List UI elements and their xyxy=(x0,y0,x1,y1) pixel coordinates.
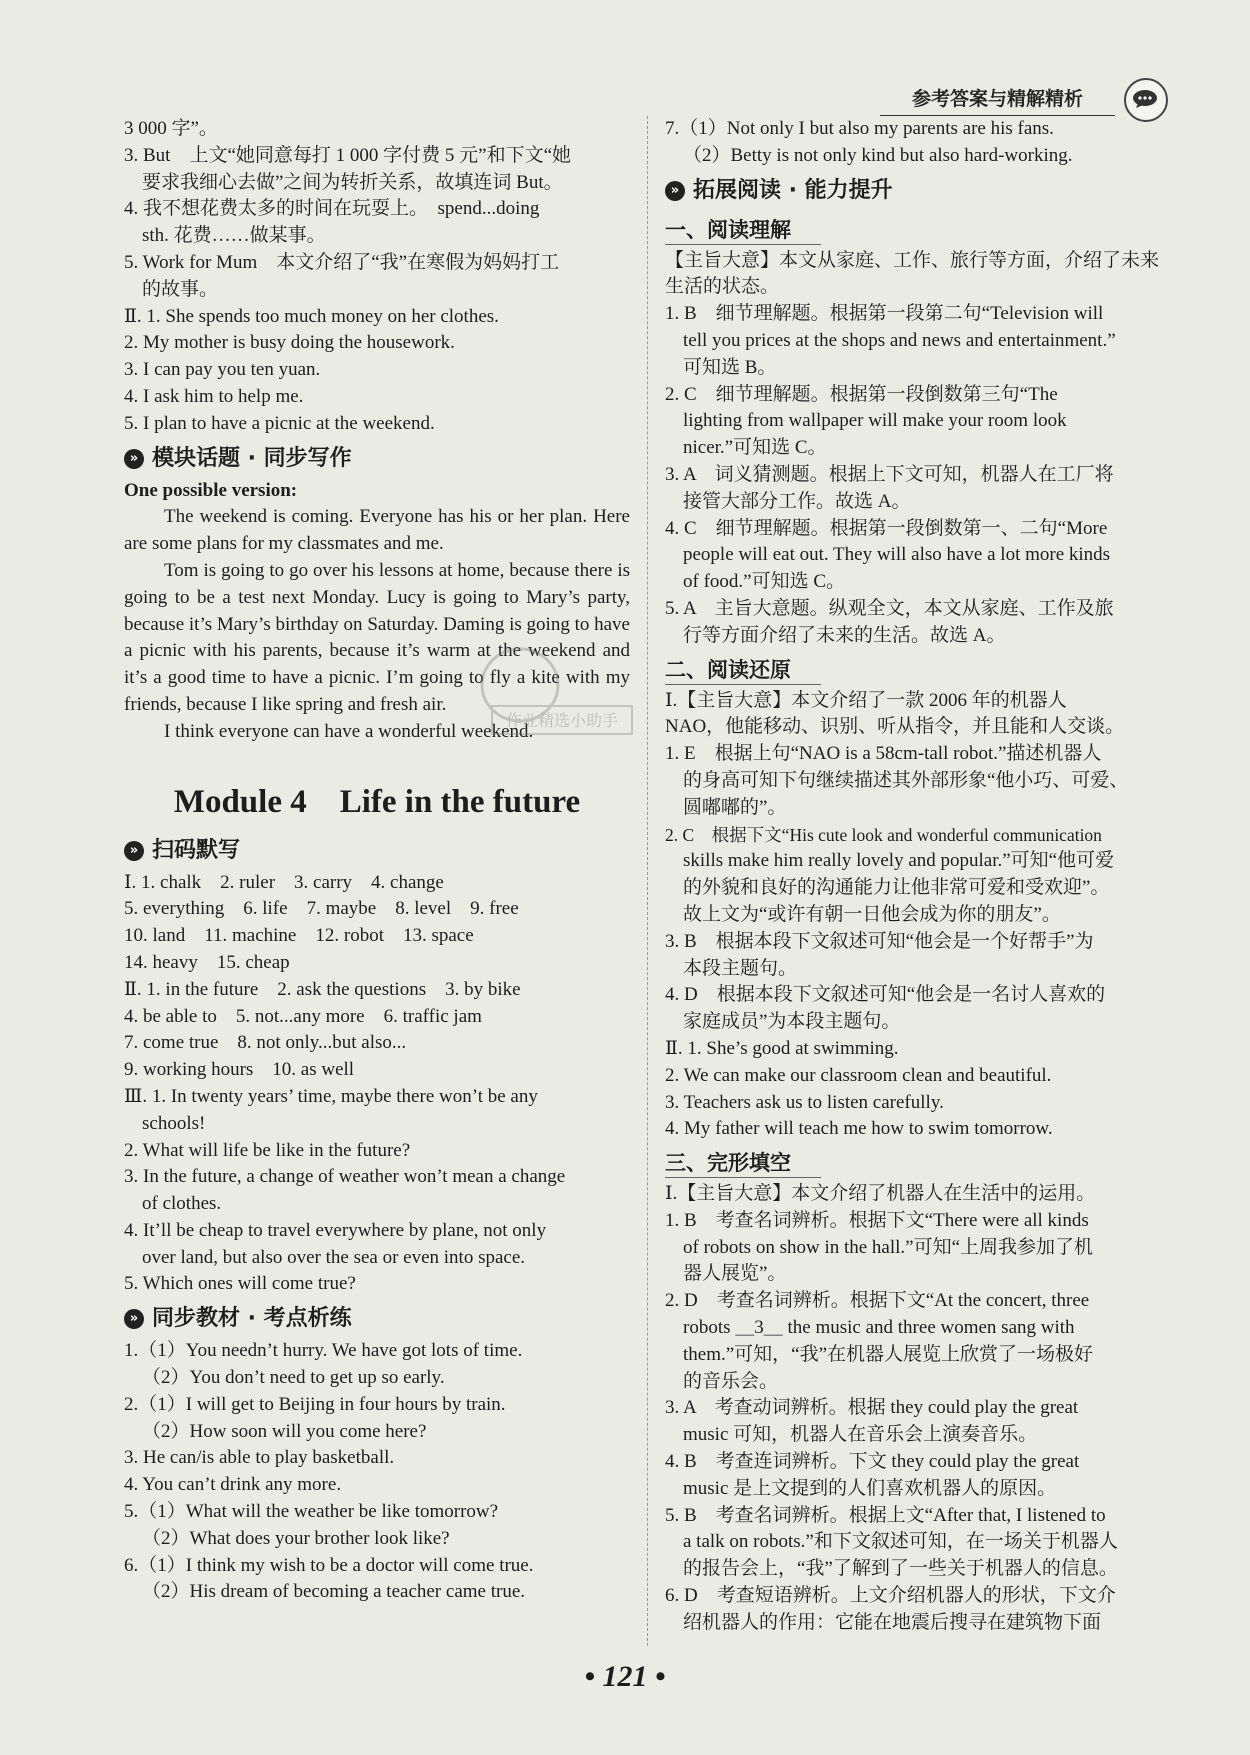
subsection-heading-reading: 一、阅读理解 xyxy=(665,216,821,245)
answer-line: 2. D 考查名词辨析。根据下文“At the concert, three xyxy=(665,1290,1090,1312)
answer-line: （2）Betty is not only kind but also hard-working. xyxy=(683,144,1073,166)
answer-line: 5. A 主旨大意题。纵观全文，本文从家庭、工作及旅 xyxy=(665,597,1114,619)
answer-line: skills make him really lovely and popular.”可知“他可爱 xyxy=(683,850,1115,872)
answer-line: Ⅰ. 1. chalk 2. ruler 3. carry 4. change xyxy=(124,871,444,893)
answer-line: 1. E 根据上句“NAO is a 58cm-tall robot.”描述机器人 xyxy=(665,743,1102,765)
answer-line: （2）How soon will you come here? xyxy=(142,1420,427,1442)
answer-line: 要求我细心去做”之间为转折关系，故填连词 But。 xyxy=(142,171,563,193)
answer-line: 2. My mother is busy doing the housework. xyxy=(124,332,455,354)
chevron-right-icon: » xyxy=(124,1309,144,1329)
watermark-stamp-icon xyxy=(470,640,640,750)
answer-line: 的故事。 xyxy=(142,278,219,300)
answer-line: over land, but also over the sea or even into space. xyxy=(142,1246,526,1268)
section-heading-extend xyxy=(665,176,1167,206)
answer-line: 2.（1）I will get to Beijing in four hours by train. xyxy=(124,1393,506,1415)
essay-paragraph: I think everyone can have a wonderful weekend. xyxy=(164,720,534,742)
answer-line: 3. But 上文“她同意每打 1 000 字付费 5 元”和下文“她 xyxy=(124,144,572,166)
answer-line: 2. We can make our classroom clean and beautiful. xyxy=(665,1064,1052,1086)
chevron-right-icon: » xyxy=(665,181,685,201)
answer-line: 圆嘟嘟的”。 xyxy=(683,796,787,818)
answer-line: 的身高可知下句继续描述其外部形象“他小巧、可爱、 xyxy=(683,769,1129,791)
answer-line: 4. D 根据本段下文叙述可知“他会是一名讨人喜欢的 xyxy=(665,984,1106,1006)
answer-line: 的音乐会。 xyxy=(683,1370,779,1392)
module-title: Module 4 Life in the future xyxy=(173,783,581,820)
stamp-text: 作业精选小助手 xyxy=(505,711,619,730)
answer-line: 3. A 词义猜测题。根据上下文可知，机器人在工厂将 xyxy=(665,463,1114,485)
section-heading-text: 扫码默写 xyxy=(152,837,241,863)
answer-line: 1. B 细节理解题。根据第一段第二句“Television will xyxy=(665,303,1104,325)
answer-line: 3. B 根据本段下文叙述可知“他会是一个好帮手”为 xyxy=(665,930,1094,952)
answer-line: （2）His dream of becoming a teacher came true. xyxy=(142,1581,526,1603)
answer-line: NAO，他能移动、识别、听从指令，并且能和人交谈。 xyxy=(665,716,1125,738)
answer-line: 5. Which ones will come true? xyxy=(124,1273,356,1295)
answer-line: 行等方面介绍了未来的生活。故选 A。 xyxy=(683,624,1006,646)
answer-line: 2. C 细节理解题。根据第一段倒数第三句“The xyxy=(665,383,1058,405)
essay-paragraph: Tom is going to go over his lessons at home, because there is going to be a test next Monday. Lucy is going to Mary’s party, because it’s Mary’s birthday on Saturday. Daming is going to have a picnic with his parents, because it’s warm at the weekend and it’s a good time to have a picnic. I’m going to fly a kite with my friends, because I like spring and fresh air. xyxy=(124,559,630,715)
answer-line: of clothes. xyxy=(142,1193,222,1215)
answer-line: 4. be able to 5. not...any more 6. traffic jam xyxy=(124,1005,482,1027)
answer-line: people will eat out. They will also have a lot more kinds xyxy=(683,544,1111,566)
answer-line: 接管大部分工作。故选 A。 xyxy=(683,490,911,512)
answer-line: 4. It’ll be cheap to travel everywhere by plane, not only xyxy=(124,1219,547,1241)
answer-line: lighting from wallpaper will make your room look xyxy=(683,410,1067,432)
answer-line: 5. I plan to have a picnic at the weekend. xyxy=(124,412,435,434)
right-column xyxy=(665,116,1167,1637)
answer-line: 5. Work for Mum 本文介绍了“我”在寒假为妈妈打工 xyxy=(124,251,560,273)
answer-line: 1.（1）You needn’t hurry. We have got lots of time. xyxy=(124,1340,523,1362)
answer-line: 14. heavy 15. cheap xyxy=(124,951,290,973)
answer-line: Ⅱ. 1. She spends too much money on her clothes. xyxy=(124,305,499,327)
answer-line: 4. 我不想花费太多的时间在玩耍上。 spend...doing xyxy=(124,198,540,220)
answer-line: 3. A 考查动词辨析。根据 they could play the great xyxy=(665,1397,1079,1419)
answer-line: 的外貌和良好的沟通能力让他非常可爱和受欢迎”。 xyxy=(683,877,1110,899)
answer-line: sth. 花费……做某事。 xyxy=(142,225,326,247)
answer-line: 4. C 细节理解题。根据第一段倒数第一、二句“More xyxy=(665,517,1108,539)
answer-line: 生活的状态。 xyxy=(665,276,780,298)
page-number-value: 121 xyxy=(602,1660,648,1693)
section-heading-text: 拓展阅读 · 能力提升 xyxy=(693,177,893,203)
section-heading-text: 模块话题 · 同步写作 xyxy=(152,445,352,471)
answer-line: robots ＿3＿ the music and three women sang with xyxy=(683,1317,1075,1339)
answer-line: 绍机器人的作用：它能在地震后搜寻在建筑物下面 xyxy=(683,1611,1102,1633)
answer-line: Ⅰ.【主旨大意】本文介绍了机器人在生活中的运用。 xyxy=(665,1183,1096,1205)
section-heading-scan xyxy=(124,836,630,866)
answer-line: 2. What will life be like in the future? xyxy=(124,1139,411,1161)
answer-line: 7.（1）Not only I but also my parents are his fans. xyxy=(665,118,1054,139)
answer-line: 4. You can’t drink any more. xyxy=(124,1474,342,1496)
section-heading-writing xyxy=(124,444,630,474)
answer-line: a talk on robots.”和下文叙述可知，在一场关于机器人 xyxy=(683,1531,1118,1553)
subsection-heading-restore: 二、阅读还原 xyxy=(665,656,821,685)
answer-line: them.”可知，“我”在机器人展览上欣赏了一场极好 xyxy=(683,1343,1094,1365)
answer-line: Ⅱ. 1. She’s good at swimming. xyxy=(665,1037,899,1059)
answer-line: 4. I ask him to help me. xyxy=(124,385,304,407)
answer-line: Ⅰ.【主旨大意】本文介绍了一款 2006 年的机器人 xyxy=(665,689,1067,711)
answer-line: Ⅲ. 1. In twenty years’ time, maybe there won’t be any xyxy=(124,1085,538,1107)
answer-line: 【主旨大意】本文从家庭、工作、旅行等方面，介绍了未来 xyxy=(665,249,1160,271)
answer-line: （2）What does your brother look like? xyxy=(142,1527,450,1549)
essay-paragraph: The weekend is coming. Everyone has his or her plan. Here are some plans for my classmates and me. xyxy=(124,506,630,555)
answer-line: tell you prices at the shops and news and entertainment.” xyxy=(683,329,1116,351)
answer-line: Ⅱ. 1. in the future 2. ask the questions 3. by bike xyxy=(124,978,521,1000)
page-header-title: 参考答案与精解精析 xyxy=(880,84,1115,116)
answer-line: 1. B 考查名词辨析。根据下文“There were all kinds xyxy=(665,1209,1089,1231)
possible-version-label: One possible version: xyxy=(124,479,298,501)
answer-line: 本段主题句。 xyxy=(683,957,798,979)
answer-line: music 可知，机器人在音乐会上演奏音乐。 xyxy=(683,1424,1038,1446)
answer-line: 5. B 考查名词辨析。根据上文“After that, I listened to xyxy=(665,1504,1106,1526)
answer-line: 可知选 B。 xyxy=(683,356,777,378)
answer-line: schools! xyxy=(142,1112,206,1134)
answer-line: 5.（1）What will the weather be like tomorrow? xyxy=(124,1501,499,1523)
answer-line: 家庭成员”为本段主题句。 xyxy=(683,1011,901,1033)
section-heading-sync xyxy=(124,1304,630,1334)
answer-line: 3. I can pay you ten yuan. xyxy=(124,359,321,381)
answer-line: music 是上文提到的人们喜欢机器人的原因。 xyxy=(683,1477,1057,1499)
answer-line: 2. C 根据下文“His cute look and wonderful communication xyxy=(665,824,1102,845)
answer-line: 3. He can/is able to play basketball. xyxy=(124,1447,395,1469)
section-heading-text: 同步教材 · 考点析练 xyxy=(152,1306,352,1332)
answer-line: 3. Teachers ask us to listen carefully. xyxy=(665,1091,944,1113)
answer-line: 6. D 考查短语辨析。上文介绍机器人的形状，下文介 xyxy=(665,1585,1116,1607)
subsection-heading-cloze: 三、完形填空 xyxy=(665,1149,821,1178)
answer-line: （2）You don’t need to get up so early. xyxy=(142,1367,445,1389)
left-column xyxy=(124,116,630,1606)
answer-line: 的报告会上，“我”了解到了一些关于机器人的信息。 xyxy=(683,1558,1118,1580)
answer-line: 9. working hours 10. as well xyxy=(124,1059,355,1081)
chevron-right-icon: » xyxy=(124,449,144,469)
column-divider xyxy=(647,116,648,1646)
answer-line: 3. In the future, a change of weather won’t mean a change xyxy=(124,1166,566,1188)
answer-line: of robots on show in the hall.”可知“上周我参加了机 xyxy=(683,1236,1094,1258)
answer-line: 10. land 11. machine 12. robot 13. space xyxy=(124,925,474,947)
answer-line: 故上文为“或许有朝一日他会成为你的朋友”。 xyxy=(683,903,1061,925)
answer-line: 7. come true 8. not only...but also... xyxy=(124,1032,407,1054)
answer-line: 5. everything 6. life 7. maybe 8. level 9. free xyxy=(124,898,519,920)
answer-line: 4. My father will teach me how to swim tomorrow. xyxy=(665,1118,1053,1140)
answer-line: 6.（1）I think my wish to be a doctor will come true. xyxy=(124,1554,534,1576)
answer-line: 3 000 字”。 xyxy=(124,118,218,139)
answer-line: of food.”可知选 C。 xyxy=(683,571,846,593)
answer-line: nicer.”可知选 C。 xyxy=(683,437,827,459)
answer-line: 器人展览”。 xyxy=(683,1263,787,1285)
answer-line: 4. B 考查连词辨析。下文 they could play the great xyxy=(665,1451,1080,1473)
chevron-right-icon: » xyxy=(124,841,144,861)
page-number: • 121 • xyxy=(584,1660,666,1693)
